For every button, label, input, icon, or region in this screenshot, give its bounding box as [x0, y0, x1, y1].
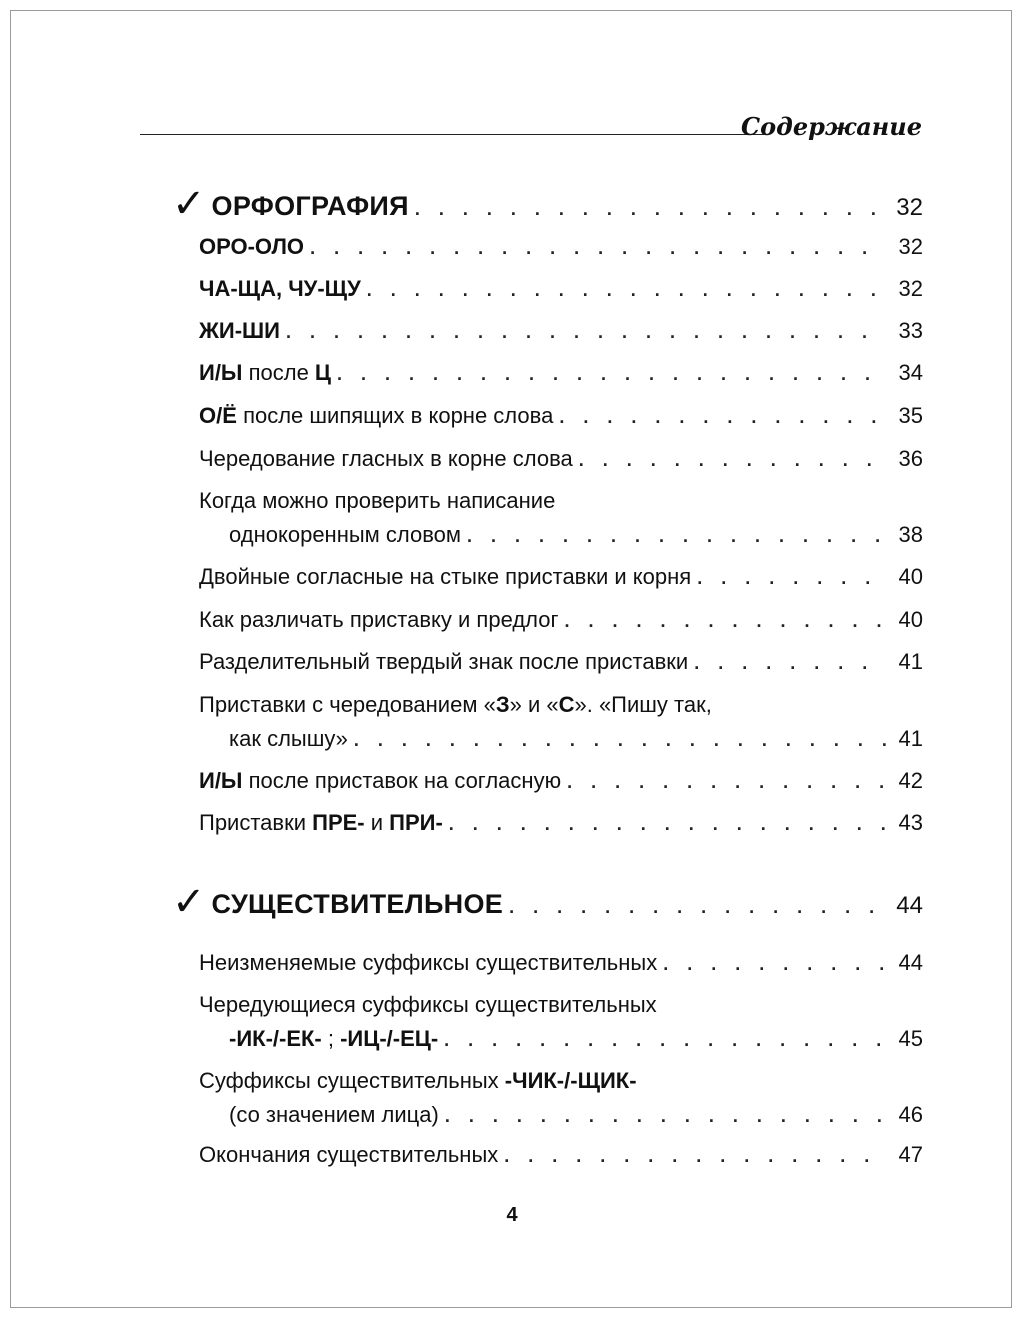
entry-text: З [495, 692, 510, 717]
leader-dots [415, 192, 887, 226]
toc-section-orthography[interactable] [172, 181, 923, 227]
entry-text: -ИК-/-ЕК- [229, 1026, 322, 1051]
entry-page: 43 [898, 810, 923, 835]
entry-label [199, 766, 561, 796]
leader-dots [567, 767, 887, 797]
toc-entry[interactable] [199, 444, 923, 475]
entry-page: 47 [898, 1142, 923, 1167]
toc-entry[interactable] [199, 1140, 923, 1171]
entry-text: однокоренным словом [229, 522, 462, 547]
entry-label [199, 647, 688, 677]
toc-section-noun[interactable] [172, 879, 923, 925]
entry-label [199, 948, 657, 978]
entry-page: 42 [898, 768, 923, 793]
toc-entry[interactable] [199, 486, 923, 551]
entry-text: Суффиксы существительных [199, 1068, 505, 1093]
page-header-title: Содержание [741, 112, 922, 141]
toc-entry[interactable] [199, 358, 923, 389]
leader-dots [697, 563, 887, 593]
leader-dots [694, 648, 887, 678]
leader-dots [367, 275, 887, 305]
leader-dots [354, 725, 887, 755]
entry-label [199, 316, 280, 346]
entry-text: Неизменяемые суффиксы существительных [199, 950, 658, 975]
entry-page: 34 [898, 360, 923, 385]
entry-page: 33 [898, 318, 923, 343]
toc-entry[interactable] [199, 990, 923, 1055]
section-title: ОРФОГРАФИЯ [211, 191, 409, 221]
toc-entry[interactable] [199, 690, 923, 755]
entry-label-first-line [199, 990, 657, 1020]
toc-entry[interactable] [199, 316, 923, 347]
entry-text: -ИЦ-/-ЕЦ- [340, 1026, 439, 1051]
leader-dots [337, 359, 887, 389]
entry-text: Приставки с чередованием « [199, 692, 496, 717]
entry-label [229, 724, 348, 754]
leader-dots [467, 521, 887, 551]
entry-page: 41 [898, 649, 923, 674]
leader-dots [310, 233, 887, 263]
entry-text: ПРИ- [389, 810, 443, 835]
section-page: 44 [896, 892, 923, 919]
entry-page: 44 [898, 950, 923, 975]
toc-entry[interactable] [199, 948, 923, 979]
check-mark-icon: ✓ [172, 879, 206, 925]
entry-page: 41 [898, 726, 923, 751]
entry-text: после [242, 360, 315, 385]
entry-text: Окончания существительных [199, 1142, 499, 1167]
leader-dots [444, 1025, 887, 1055]
leader-dots [445, 1101, 887, 1131]
entry-label [199, 274, 361, 304]
toc-entry[interactable] [199, 562, 923, 593]
entry-page: 40 [898, 607, 923, 632]
entry-text: Чередующиеся суффиксы существительных [199, 992, 657, 1017]
entry-label [199, 562, 691, 592]
entry-page: 46 [898, 1102, 923, 1127]
toc-entry[interactable] [199, 605, 923, 636]
entry-text: Ц [314, 360, 331, 385]
entry-text: О/Ё [199, 403, 237, 428]
entry-page: 35 [898, 403, 923, 428]
entry-text: и [364, 810, 390, 835]
entry-text: » и « [509, 692, 559, 717]
entry-label [199, 444, 573, 474]
check-mark-icon: ✓ [172, 181, 206, 227]
leader-dots [286, 317, 887, 347]
entry-label [199, 605, 559, 635]
leader-dots [504, 1141, 887, 1171]
entry-text: Чередование гласных в корне слова [199, 446, 573, 471]
entry-text: Приставки [199, 810, 313, 835]
leader-dots [559, 402, 887, 432]
toc-entry[interactable] [199, 274, 923, 305]
header-rule [140, 134, 764, 135]
entry-label-first-line [199, 486, 555, 516]
toc-entry[interactable] [199, 766, 923, 797]
entry-label [199, 1140, 498, 1170]
toc-entry[interactable] [199, 1066, 923, 1131]
page-number: 4 [506, 1204, 518, 1226]
entry-page: 32 [898, 276, 923, 301]
entry-text: -ЧИК-/-ЩИК- [504, 1068, 637, 1093]
entry-text: как слышу» [229, 726, 348, 751]
leader-dots [663, 949, 887, 979]
entry-text: Как различать приставку и предлог [199, 607, 559, 632]
toc-entry[interactable] [199, 647, 923, 678]
entry-text: ЖИ-ШИ [199, 318, 280, 343]
entry-text: ЧА-ЩА, ЧУ-ЩУ [199, 276, 361, 301]
toc-entry[interactable] [199, 808, 923, 839]
entry-label-first-line [199, 690, 712, 720]
entry-page: 40 [898, 564, 923, 589]
entry-label [199, 232, 304, 262]
section-page: 32 [896, 194, 923, 221]
entry-label [229, 520, 461, 550]
entry-text: И/Ы [199, 360, 243, 385]
entry-text: ОРО-ОЛО [199, 234, 305, 259]
entry-text: после шипящих в корне слова [236, 403, 554, 428]
entry-label [199, 401, 553, 431]
entry-label-first-line [199, 1066, 637, 1096]
section-title: СУЩЕСТВИТЕЛЬНОЕ [211, 889, 504, 919]
entry-label [199, 358, 331, 388]
entry-text: (со значением лица) [229, 1102, 439, 1127]
entry-page: 38 [898, 522, 923, 547]
entry-text: ПРЕ- [312, 810, 365, 835]
entry-text: Двойные согласные на стыке приставки и корня [199, 564, 692, 589]
leader-dots [579, 445, 887, 475]
leader-dots [565, 606, 888, 636]
entry-text: И/Ы [199, 768, 243, 793]
toc-entry[interactable] [199, 401, 923, 432]
entry-text: ; [321, 1026, 341, 1051]
entry-label [199, 808, 443, 838]
entry-text: ». «Пишу так, [574, 692, 712, 717]
entry-text: Разделительный твердый знак после приставки [199, 649, 689, 674]
entry-page: 36 [898, 446, 923, 471]
entry-page: 32 [898, 234, 923, 259]
toc-entry[interactable] [199, 232, 923, 263]
leader-dots [509, 890, 887, 924]
entry-text: после приставок на согласную [242, 768, 562, 793]
entry-text: С [558, 692, 575, 717]
leader-dots [449, 809, 887, 839]
entry-text: Когда можно проверить написание [199, 488, 556, 513]
entry-label [229, 1024, 438, 1054]
entry-page: 45 [898, 1026, 923, 1051]
entry-label [229, 1100, 439, 1130]
